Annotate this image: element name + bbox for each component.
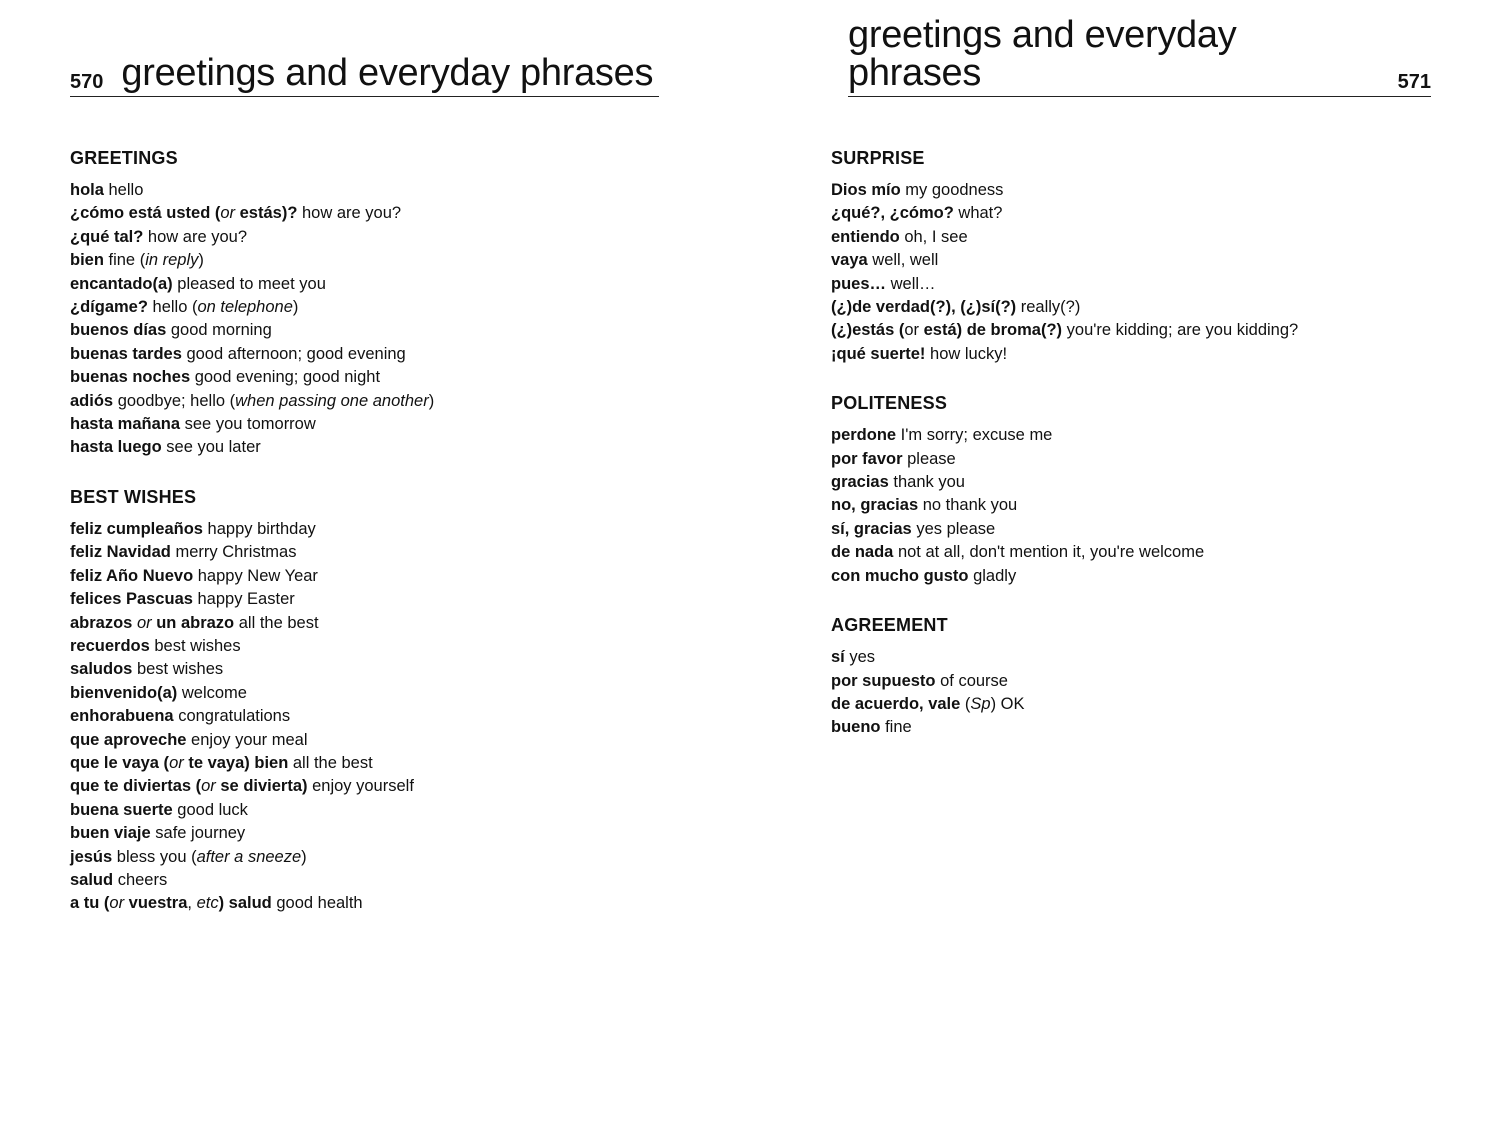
- spanish-phrase: por favor: [831, 449, 903, 468]
- right-page-header: [848, 14, 1431, 97]
- phrase-entry: [831, 541, 1431, 564]
- usage-note: when passing one another: [235, 391, 429, 410]
- phrase-entry: [70, 518, 660, 541]
- spanish-phrase: perdone: [831, 426, 897, 445]
- usage-note: or: [132, 613, 157, 632]
- phrase-entry: [831, 273, 1431, 296]
- spanish-phrase: saludos: [70, 660, 133, 679]
- phrase-entry: [70, 682, 660, 705]
- spanish-phrase: ) salud: [218, 894, 272, 913]
- phrase-entry: [70, 366, 660, 389]
- phrase-entry: [70, 249, 660, 272]
- phrase-entry: [70, 892, 660, 915]
- usage-note: or: [109, 894, 125, 913]
- english-translation: my goodness: [900, 181, 1004, 199]
- english-translation: good afternoon; good evening: [181, 344, 406, 363]
- section-heading: GREETINGS: [70, 148, 178, 168]
- section-heading: AGREEMENT: [831, 615, 948, 636]
- phrase-entry: [831, 179, 1431, 202]
- usage-note: Sp: [970, 694, 991, 713]
- left-page-header: [70, 50, 659, 97]
- spanish-phrase: buenos días: [70, 321, 167, 340]
- english-translation: (: [960, 694, 971, 713]
- spanish-phrase: abrazos: [70, 613, 133, 632]
- phrase-entry: [70, 635, 660, 658]
- english-translation: cheers: [113, 870, 168, 889]
- english-translation: or: [904, 321, 920, 340]
- spanish-phrase: de nada: [831, 543, 894, 562]
- spanish-phrase: buen viaje: [70, 824, 151, 843]
- spanish-phrase: que le vaya (: [70, 753, 170, 772]
- phrase-entry: [70, 413, 660, 436]
- phrase-entry: [70, 729, 660, 752]
- english-translation: yes please: [911, 519, 996, 538]
- phrase-entry: [831, 494, 1431, 517]
- phrase-entry: [831, 565, 1431, 588]
- spanish-phrase: que te diviertas (: [70, 777, 202, 796]
- english-translation: ) OK: [990, 694, 1025, 713]
- phrase-entry: [70, 588, 660, 611]
- english-translation: happy birthday: [202, 519, 316, 538]
- spanish-phrase: está) de broma(?): [919, 321, 1063, 340]
- spanish-phrase: hasta luego: [70, 438, 162, 457]
- english-translation: best wishes: [132, 660, 224, 679]
- spanish-phrase: que aproveche: [70, 730, 187, 749]
- phrase-section: [831, 145, 1431, 366]
- phrase-entry: [831, 518, 1431, 541]
- phrase-entry: [831, 471, 1431, 494]
- spanish-phrase: pues…: [831, 274, 887, 293]
- english-translation: enjoy your meal: [186, 730, 308, 749]
- right-page: [831, 0, 1431, 1136]
- spanish-phrase: ¿dígame?: [70, 298, 148, 317]
- page-number: 571: [1397, 71, 1431, 93]
- phrase-entry: [70, 705, 660, 728]
- phrase-entry: [70, 390, 660, 413]
- english-translation: hello: [103, 181, 144, 199]
- spanish-phrase: (¿)estás (: [831, 321, 905, 340]
- spanish-phrase: bueno: [831, 718, 881, 737]
- phrase-section: [831, 612, 1431, 740]
- phrase-entry: [831, 693, 1431, 716]
- phrase-entry: [70, 775, 660, 798]
- english-translation: not at all, don't mention it, you're welcome: [893, 543, 1205, 562]
- section-heading: POLITENESS: [831, 393, 948, 414]
- spanish-phrase: hola: [70, 181, 104, 199]
- phrase-entry: [70, 658, 660, 681]
- spanish-phrase: vuestra: [124, 894, 188, 913]
- english-translation: thank you: [888, 473, 965, 492]
- phrase-entry: [70, 541, 660, 564]
- english-translation: really(?): [1016, 298, 1081, 317]
- english-translation: you're kidding; are you kidding?: [1062, 321, 1299, 340]
- spanish-phrase: se divierta): [215, 777, 308, 796]
- english-translation: of course: [935, 671, 1008, 690]
- english-translation: oh, I see: [899, 227, 968, 246]
- spanish-phrase: feliz Año Nuevo: [70, 566, 194, 585]
- english-translation: ,: [187, 894, 197, 913]
- phrase-entry: [831, 202, 1431, 225]
- spanish-phrase: te vaya) bien: [183, 753, 289, 772]
- usage-note: or: [201, 777, 216, 796]
- usage-note: after a sneeze: [196, 847, 302, 866]
- section-heading: BEST WISHES: [70, 486, 197, 507]
- phrase-entry: [831, 646, 1431, 669]
- spanish-phrase: con mucho gusto: [831, 566, 969, 585]
- left-page-content: [70, 145, 660, 940]
- spanish-phrase: no, gracias: [831, 496, 919, 515]
- phrase-entry: [70, 226, 660, 249]
- spanish-phrase: jesús: [70, 847, 113, 866]
- english-translation: ): [301, 847, 307, 866]
- english-translation: merry Christmas: [170, 543, 297, 562]
- page-number: 570: [70, 71, 104, 93]
- spanish-phrase: hasta mañana: [70, 415, 181, 434]
- english-translation: fine (: [103, 251, 146, 270]
- phrase-section: [831, 390, 1431, 588]
- english-translation: well…: [886, 274, 936, 293]
- english-translation: enjoy yourself: [307, 777, 414, 796]
- spanish-phrase: (¿)de verdad(?), (¿)sí(?): [831, 298, 1017, 317]
- spanish-phrase: feliz Navidad: [70, 543, 171, 562]
- phrase-entry: [831, 424, 1431, 447]
- phrase-entry: [831, 319, 1431, 342]
- spanish-phrase: buenas noches: [70, 368, 191, 387]
- english-translation: ): [428, 391, 435, 410]
- english-translation: ): [292, 298, 299, 317]
- phrase-entry: [831, 296, 1431, 319]
- spanish-phrase: ¿qué tal?: [70, 227, 144, 246]
- english-translation: no thank you: [918, 496, 1018, 515]
- spanish-phrase: entiendo: [831, 227, 900, 246]
- english-translation: good luck: [172, 800, 248, 819]
- english-translation: yes: [844, 648, 876, 667]
- english-translation: what?: [953, 204, 1003, 223]
- english-translation: please: [902, 449, 956, 468]
- running-title: greetings and everyday phrases: [121, 52, 654, 94]
- usage-note: or: [169, 753, 184, 772]
- english-translation: bless you (: [112, 847, 197, 866]
- english-translation: hello (: [147, 298, 198, 317]
- spanish-phrase: bienvenido(a): [70, 683, 178, 702]
- phrase-entry: [70, 869, 660, 892]
- english-translation: good morning: [166, 321, 272, 340]
- phrase-entry: [831, 716, 1431, 739]
- english-translation: goodbye; hello (: [113, 391, 236, 410]
- spanish-phrase: Dios mío: [831, 181, 901, 199]
- phrase-entry: [70, 612, 660, 635]
- phrase-entry: [70, 436, 660, 459]
- english-translation: well, well: [867, 251, 939, 270]
- english-translation: happy New Year: [193, 566, 318, 585]
- spanish-phrase: adiós: [70, 391, 114, 410]
- phrase-section: [70, 145, 660, 460]
- spanish-phrase: ¿cómo está usted (: [70, 204, 221, 223]
- phrase-entry: [70, 296, 660, 319]
- right-page-content: [831, 145, 1431, 764]
- spanish-phrase: recuerdos: [70, 636, 150, 655]
- spanish-phrase: enhorabuena: [70, 707, 174, 726]
- english-translation: congratulations: [173, 707, 291, 726]
- phrase-entry: [831, 448, 1431, 471]
- english-translation: ): [198, 251, 204, 270]
- phrase-entry: [70, 822, 660, 845]
- spanish-phrase: bien: [70, 251, 104, 270]
- spanish-phrase: de acuerdo, vale: [831, 694, 961, 713]
- english-translation: pleased to meet you: [172, 274, 326, 293]
- english-translation: fine: [880, 718, 912, 737]
- english-translation: see you tomorrow: [180, 415, 316, 434]
- usage-note: in reply: [145, 251, 199, 270]
- usage-note: or: [220, 204, 236, 223]
- phrase-entry: [70, 202, 660, 225]
- english-translation: see you later: [161, 438, 261, 457]
- phrase-entry: [70, 752, 660, 775]
- spanish-phrase: gracias: [831, 473, 889, 492]
- usage-note: on telephone: [197, 298, 293, 317]
- spanish-phrase: buenas tardes: [70, 344, 182, 363]
- spanish-phrase: vaya: [831, 251, 868, 270]
- spanish-phrase: estás)?: [235, 204, 298, 223]
- english-translation: all the best: [234, 613, 319, 632]
- phrase-entry: [70, 799, 660, 822]
- english-translation: how are you?: [297, 204, 402, 223]
- phrase-entry: [70, 565, 660, 588]
- phrase-entry: [831, 249, 1431, 272]
- english-translation: good evening; good night: [190, 368, 381, 387]
- spanish-phrase: salud: [70, 870, 114, 889]
- spanish-phrase: sí, gracias: [831, 519, 912, 538]
- english-translation: safe journey: [150, 824, 246, 843]
- phrase-entry: [70, 273, 660, 296]
- phrase-entry: [70, 319, 660, 342]
- english-translation: how lucky!: [925, 344, 1008, 363]
- phrase-entry: [831, 226, 1431, 249]
- english-translation: welcome: [177, 683, 247, 702]
- english-translation: happy Easter: [192, 590, 295, 609]
- english-translation: I'm sorry; excuse me: [896, 426, 1053, 445]
- spanish-phrase: feliz cumpleaños: [70, 519, 203, 538]
- english-translation: how are you?: [143, 227, 247, 246]
- english-translation: best wishes: [149, 636, 241, 655]
- spanish-phrase: a tu (: [70, 894, 110, 913]
- left-page: [70, 0, 660, 1136]
- spanish-phrase: encantado(a): [70, 274, 173, 293]
- spanish-phrase: ¿qué?, ¿cómo?: [831, 204, 954, 223]
- spanish-phrase: ¡qué suerte!: [831, 344, 926, 363]
- phrase-entry: [70, 179, 660, 202]
- usage-note: etc: [196, 894, 219, 913]
- spanish-phrase: un abrazo: [156, 613, 235, 632]
- english-translation: all the best: [288, 753, 373, 772]
- spanish-phrase: felices Pascuas: [70, 590, 193, 609]
- spanish-phrase: por supuesto: [831, 671, 936, 690]
- phrase-entry: [70, 846, 660, 869]
- english-translation: gladly: [968, 566, 1017, 585]
- phrase-section: [70, 484, 660, 916]
- phrase-entry: [831, 670, 1431, 693]
- running-title: greetings and everyday phrases: [848, 14, 1237, 94]
- section-heading: SURPRISE: [831, 148, 925, 168]
- spanish-phrase: buena suerte: [70, 800, 173, 819]
- spanish-phrase: sí: [831, 648, 845, 667]
- english-translation: good health: [271, 894, 363, 913]
- phrase-entry: [70, 343, 660, 366]
- phrase-entry: [831, 343, 1431, 366]
